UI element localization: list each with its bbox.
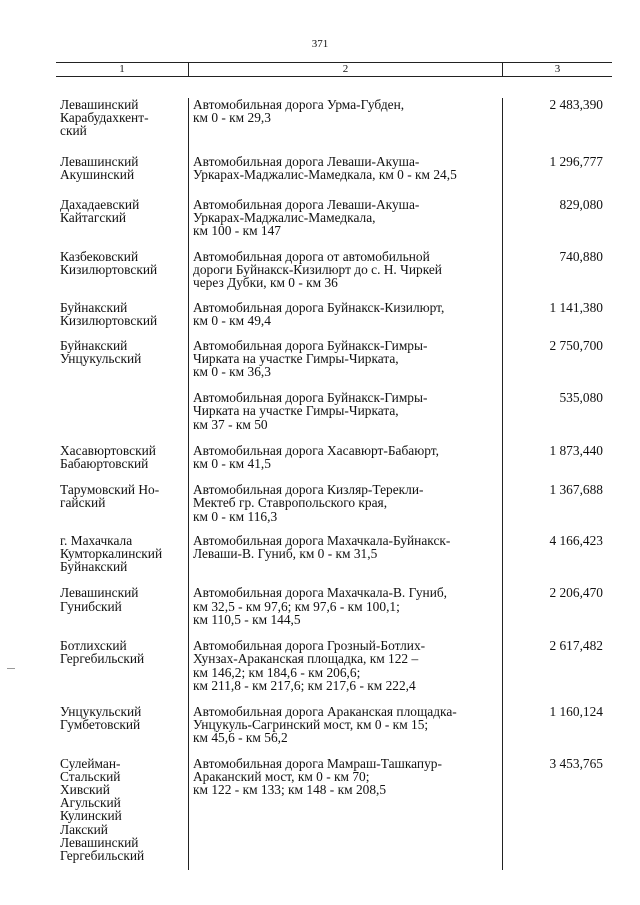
road-cell: Автомобильная дорога Махачкала-В. Гуниб, км 32,5 - км 97,6; км 97,6 - км 100,1; км 110,5 - км 144,5 <box>193 585 448 627</box>
district-cell: Сулейман- Стальский Хивский Агульский Кулинский Лакский Левашинский Гергебильский <box>60 755 145 863</box>
district-cell: Левашинский Акушинский <box>60 153 139 182</box>
road-cell: Автомобильная дорога Мамраш-Ташкапур- Араканский мост, км 0 - км 70; км 122 - км 133; км 148 - км 208,5 <box>193 755 442 797</box>
column-header-1: 1 <box>56 63 189 76</box>
road-cell: Автомобильная дорога Буйнакск-Гимры- Чирката на участке Гимры-Чирката, км 0 - км 36,3 <box>193 337 428 380</box>
district-cell: г. Махачкала Кумторкалинский Буйнакский <box>60 532 163 575</box>
length-cell: 1 296,777 <box>549 153 603 169</box>
length-cell: 2 206,470 <box>549 585 603 601</box>
length-cell: 4 166,423 <box>549 532 603 548</box>
length-cell: 535,080 <box>559 390 603 406</box>
length-cell: 740,880 <box>559 248 603 264</box>
table-row <box>56 757 612 863</box>
table-row <box>56 301 612 327</box>
length-cell: 1 873,440 <box>549 442 603 458</box>
table-row <box>56 155 612 181</box>
district-cell: Ботлихский Гергебильский <box>60 638 145 667</box>
district-cell: Унцукульский Гумбетовский <box>60 703 142 733</box>
road-cell: Автомобильная дорога Кизляр-Терекли- Мектеб гр. Ставропольского края, км 0 - км 116,3 <box>193 482 424 524</box>
length-cell: 2 750,700 <box>549 337 603 353</box>
table-row <box>56 198 612 238</box>
road-cell: Автомобильная дорога от автомобильной дороги Буйнакск-Кизилюрт до с. Н. Чиркей через Дубки, км 0 - км 36 <box>193 248 442 291</box>
district-cell: Буйнакский Кизилюртовский <box>60 300 158 329</box>
district-cell: Левашинский Гунибский <box>60 585 139 614</box>
table-header <box>56 63 612 77</box>
length-cell: 2 617,482 <box>549 638 603 654</box>
road-cell: Автомобильная дорога Буйнакск-Кизилюрт, км 0 - км 49,4 <box>193 300 445 329</box>
table-body <box>56 98 612 862</box>
length-cell: 2 483,390 <box>549 97 603 112</box>
road-cell: Автомобильная дорога Леваши-Акуша- Уркарах-Маджалис-Мамедкала, км 100 - км 147 <box>193 197 420 239</box>
district-cell <box>56 391 188 431</box>
page-number: 371 <box>311 38 329 50</box>
road-cell: Автомобильная дорога Буйнакск-Гимры- Чирката на участке Гимры-Чирката, км 37 - км 50 <box>193 390 428 432</box>
table-row <box>56 586 612 626</box>
column-header-2: 2 <box>189 63 503 76</box>
roads-table <box>56 62 612 862</box>
margin-mark <box>7 668 15 669</box>
road-cell: Автомобильная дорога Леваши-Акуша- Уркарах-Маджалис-Мамедкала, км 0 - км 24,5 <box>193 153 457 182</box>
length-cell: 1 160,124 <box>549 703 603 719</box>
length-cell: 829,080 <box>559 197 603 213</box>
table-row <box>56 98 612 138</box>
road-cell: Автомобильная дорога Хасавюрт-Бабаюрт, км 0 - км 41,5 <box>193 442 439 472</box>
district-cell: Тарумовский Но- гайский <box>60 482 160 511</box>
district-cell: Левашинский Карабудахкент- ский <box>60 97 149 139</box>
table-row <box>56 339 612 379</box>
road-cell: Автомобильная дорога Махачкала-Буйнакск- Леваши-В. Гуниб, км 0 - км 31,5 <box>193 532 451 562</box>
district-cell: Хасавюртовский Бабаюртовский <box>60 442 156 472</box>
road-cell: Автомобильная дорога Урма-Губден, км 0 - км 29,3 <box>193 97 405 126</box>
district-cell: Дахадаевский Кайтагский <box>60 197 140 226</box>
column-header-3: 3 <box>554 63 561 75</box>
road-cell: Автомобильная дорога Грозный-Ботлих- Хунзах-Араканская площадка, км 122 – км 146,2; км 184,6 - км 206,6; км 211,8 - км 217,6; км 217,6 - км 222,4 <box>193 638 426 693</box>
length-cell: 1 367,688 <box>549 482 603 498</box>
length-cell: 3 453,765 <box>549 755 603 771</box>
table-row <box>56 444 612 470</box>
table-row <box>56 483 612 523</box>
table-row <box>56 391 612 431</box>
table-row <box>56 534 612 574</box>
district-cell: Казбековский Кизилюртовский <box>60 248 158 277</box>
table-row <box>56 639 612 692</box>
table-row <box>56 705 612 745</box>
table-row <box>56 250 612 290</box>
road-cell: Автомобильная дорога Араканская площадка- Унцукуль-Сагринский мост, км 0 - км 15; км 45,6 - км 56,2 <box>193 703 457 746</box>
district-cell: Буйнакский Унцукульский <box>60 337 142 366</box>
length-cell: 1 141,380 <box>549 300 603 316</box>
